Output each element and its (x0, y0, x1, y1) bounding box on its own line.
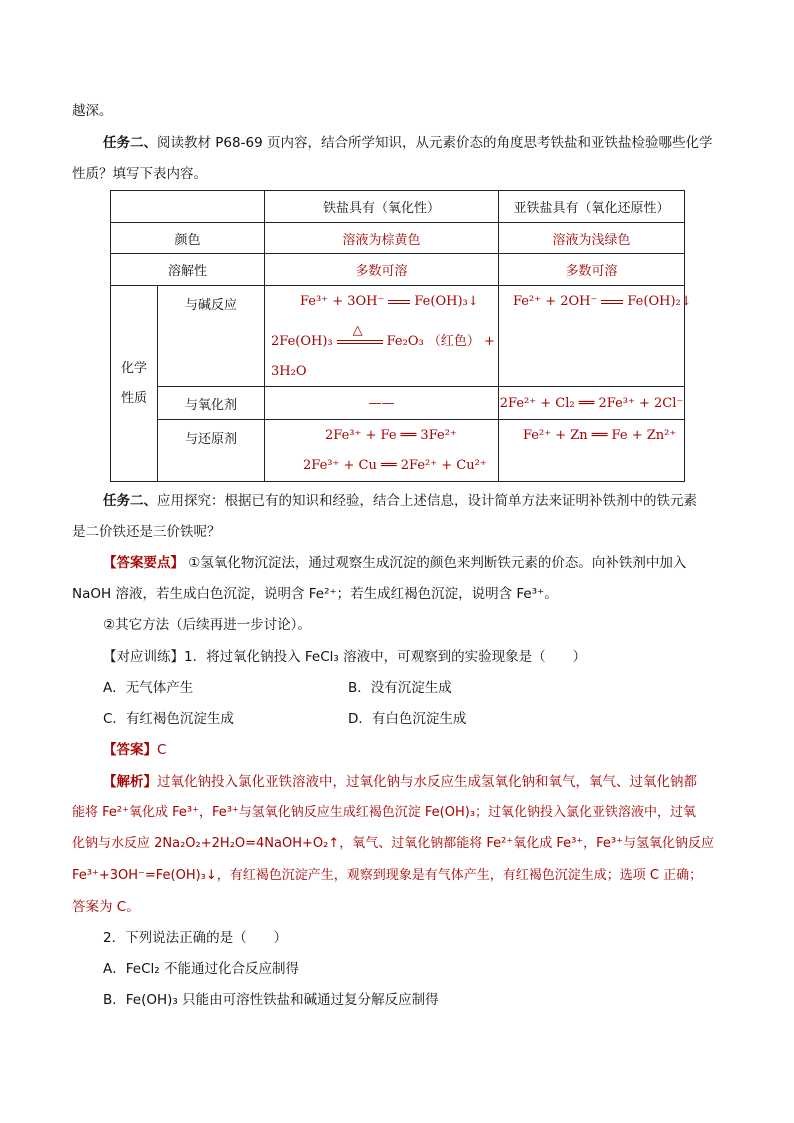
row-color-fe3: 溶液为棕黄色 (265, 223, 499, 254)
reductant-fe3-eq-2: 2Fe³⁺ + Cu ══ 2Fe²⁺ + Cu²⁺ (303, 458, 487, 473)
reductant-fe3-cell (265, 420, 499, 482)
task2-text-2: 性质？填写下表内容。 (72, 166, 207, 182)
table-row (111, 223, 685, 254)
reductant-fe2-cell (499, 420, 685, 482)
analysis-line-2: 能将 Fe²⁺氧化成 Fe³⁺，Fe³⁺与氢氧化钠反应生成红褐色沉淀 Fe(OH)₃；过氧化钠投入氯化亚铁溶液中，过氧 (72, 805, 697, 820)
question-2: 2．下列说法正确的是（ ） (103, 930, 288, 946)
table-row (111, 254, 685, 286)
base-fe3-eq-2 (271, 322, 495, 349)
answer-points-paragraph (103, 553, 686, 573)
analysis-line-1 (103, 772, 697, 792)
q2-option-a: A．FeCl₂ 不能通过化合反应制得 (103, 961, 299, 977)
answer-1 (103, 740, 166, 760)
reductant-label: 与还原剂 (158, 420, 265, 482)
heat-triangle-icon: △ (352, 322, 363, 338)
task2-paragraph (103, 133, 712, 153)
base-fe3-products: Fe(OH)₃↓ (414, 294, 479, 309)
base-fe2-reactants: Fe²⁺ + 2OH⁻ (513, 294, 598, 309)
answer-1-value: C (157, 742, 167, 758)
row-color-label: 颜色 (111, 223, 265, 254)
q2-option-b: B．Fe(OH)₃ 只能由可溶性铁盐和碱通过复分解反应制得 (103, 992, 439, 1008)
answer-1-label: 【答案】 (103, 742, 157, 758)
base-fe3-eq-1 (300, 294, 479, 309)
row-color-fe2: 溶液为浅绿色 (499, 223, 685, 254)
analysis-line-3: 化钠与水反应 2Na₂O₂+2H₂O=4NaOH+O₂↑，氧气、过氧化钠都能将 Fe²⁺氧化成 Fe³⁺，Fe³⁺与氢氧化钠反应 (72, 836, 715, 851)
decomp-reactant: 2Fe(OH)₃ (271, 334, 333, 349)
chem-property-label (111, 286, 158, 482)
table-row (111, 387, 685, 420)
question-1-label: 【对应训练】 (103, 649, 184, 665)
q1-option-d: D．有白色沉淀生成 (348, 711, 467, 727)
base-fe2-cell (499, 286, 692, 387)
heat-condition (337, 322, 383, 349)
answer-points-text-2: NaOH 溶液，若生成白色沉淀，说明含 Fe²⁺；若生成红褐色沉淀，说明含 Fe³⁺。 (72, 586, 558, 602)
decomp-products: Fe₂O₃ （红色） + (386, 334, 495, 349)
answer-points-text-3: ②其它方法（后续再进一步讨论）。 (103, 617, 311, 633)
row-sol-fe3: 多数可溶 (265, 254, 499, 286)
base-fe3-eq-3: 3H₂O (271, 364, 307, 379)
task2b-text-1: 应用探究：根据已有的知识和经验，结合上述信息，设计简单方法来证明补铁剂中的铁元素 (157, 493, 697, 509)
table-row (111, 286, 685, 387)
equals-sign (601, 300, 623, 304)
chem-label-line-1: 化学 (120, 360, 147, 376)
table-header-row (111, 191, 685, 223)
reductant-fe2-eq: Fe²⁺ + Zn ══ Fe + Zn²⁺ (523, 428, 677, 443)
row-sol-fe2: 多数可溶 (499, 254, 685, 286)
task2-text-1: 阅读教材 P68-69 页内容，结合所学知识，从元素价态的角度思考铁盐和亚铁盐检验哪些化学 (157, 135, 713, 151)
task2-label: 任务二、 (103, 135, 157, 151)
question-1-stem: 1．将过氧化钠投入 FeCl₃ 溶液中，可观察到的实验现象是（ ） (184, 649, 587, 665)
intro-end-text: 越深。 (72, 103, 113, 119)
analysis-line-5: 答案为 C。 (72, 899, 140, 915)
task2b-text-2: 是二价铁还是三价铁呢？ (72, 524, 221, 540)
q1-option-b: B．没有沉淀生成 (348, 680, 452, 696)
base-fe3-cell (265, 286, 499, 387)
base-fe3-reactants: Fe³⁺ + 3OH⁻ (300, 294, 385, 309)
oxidant-fe3: —— (265, 387, 499, 420)
reductant-fe3-eq-1: 2Fe³⁺ + Fe ══ 3Fe²⁺ (325, 428, 457, 443)
base-reaction-label: 与碱反应 (158, 286, 265, 387)
analysis-text-1: 过氧化钠投入氯化亚铁溶液中，过氧化钠与水反应生成氢氧化钠和氧气，氧气、过氧化钠都 (157, 774, 697, 790)
base-fe2-products: Fe(OH)₂↓ (627, 294, 692, 309)
task2b-paragraph (103, 491, 697, 511)
chem-label-line-2: 性质 (120, 390, 147, 406)
answer-points-text-1: ①氢氧化物沉淀法，通过观察生成沉淀的颜色来判断铁元素的价态。向补铁剂中加入 (184, 555, 687, 571)
header-fe3-cell: 铁盐具有（氧化性） (265, 191, 499, 223)
analysis-line-4: Fe³⁺+3OH⁻=Fe(OH)₃↓，有红褐色沉淀产生，观察到现象是有气体产生，有红褐色沉淀生成；选项 C 正确； (72, 868, 703, 883)
iron-properties-table (110, 190, 692, 482)
header-fe2-cell: 亚铁盐具有（氧化还原性） (499, 191, 685, 223)
row-sol-label: 溶解性 (111, 254, 265, 286)
oxidant-fe2: 2Fe²⁺ + Cl₂ ══ 2Fe³⁺ + 2Cl⁻ (499, 387, 685, 420)
q1-option-a: A．无气体产生 (103, 680, 194, 696)
oxidant-label: 与氧化剂 (158, 387, 265, 420)
equals-sign (388, 300, 410, 304)
task2b-label: 任务二、 (103, 493, 157, 509)
answer-points-label: 【答案要点】 (103, 555, 184, 571)
table-row (111, 420, 685, 482)
question-1 (103, 647, 586, 667)
analysis-label: 【解析】 (103, 774, 157, 790)
base-fe2-eq (513, 294, 692, 309)
header-empty-cell (111, 191, 265, 223)
q1-option-c: C．有红褐色沉淀生成 (103, 711, 234, 727)
